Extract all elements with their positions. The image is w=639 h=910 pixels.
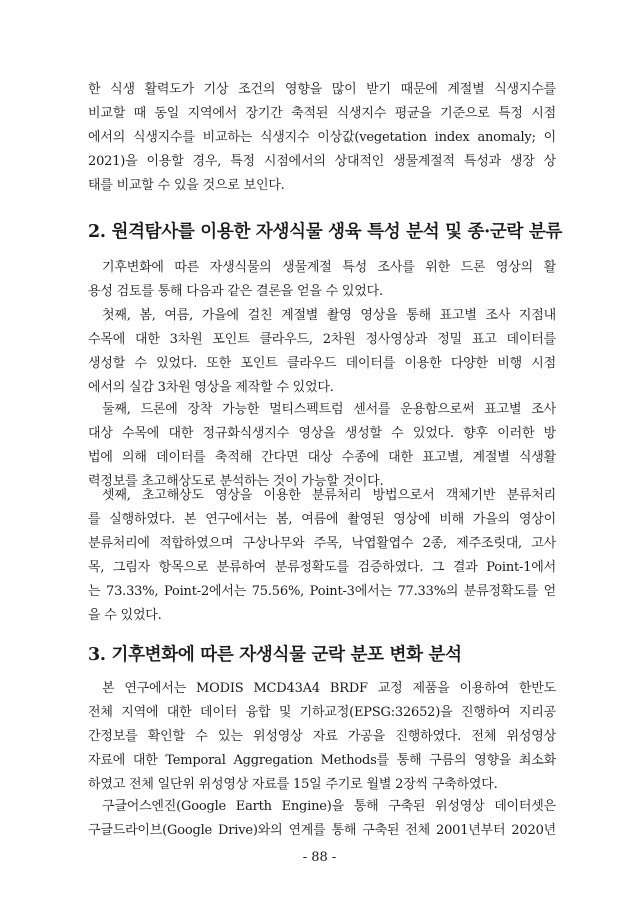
section-2-paragraph-3 xyxy=(88,398,556,494)
text-line: 기후변화에 따른 자생식물의 생물계절 특성 조사를 위한 드론 영상의 활 xyxy=(102,260,556,275)
section-2-paragraph-4 xyxy=(88,484,556,628)
text-line: 전체 지역에 대한 데이터 융합 및 기하교정(EPSG:32652)을 진행하여 지리공 xyxy=(88,705,556,720)
intro-paragraph xyxy=(88,78,556,198)
text-line: 분류처리에 적합하였으며 구상나무와 주목, 낙엽활엽수 2종, 제주조릿대, 고사 xyxy=(88,536,556,551)
text-line: 수목에 대한 3차원 포인트 클라우드, 2차원 정사영상과 정밀 표고 데이터를 xyxy=(88,332,556,347)
text-line: 력정보를 초고해상도로 분석하는 것이 가능할 것이다. xyxy=(88,474,384,489)
text-line: 2021)을 이용할 경우, 특정 시점에서의 상대적인 생물계절적 특성과 생장 상 xyxy=(88,154,556,169)
text-line: 는 73.33%, Point-2에서는 75.56%, Point-3에서는 77.33%의 분류정확도를 얻 xyxy=(88,584,556,599)
text-line: 에서의 실감 3차원 영상을 제작할 수 있었다. xyxy=(88,380,334,395)
section-2-heading: 2. 원격탐사를 이용한 자생식물 생육 특성 분석 및 종·군락 분류 xyxy=(88,222,563,242)
section-3-heading: 3. 기후변화에 따른 자생식물 군락 분포 변화 분석 xyxy=(88,645,462,665)
text-line: 대상 수목에 대한 정규화식생지수 영상을 생성할 수 있었다. 향후 이러한 방 xyxy=(88,426,556,441)
text-line: 를 실행하였다. 본 연구에서는 봄, 여름에 촬영된 영상에 비해 가을의 영상이 xyxy=(88,512,556,527)
section-3-paragraph-2 xyxy=(88,795,556,843)
text-line: 자료에 대한 Temporal Aggregation Methods를 통해 구름의 영향을 최소화 xyxy=(88,753,556,768)
text-line: 구글어스엔진(Google Earth Engine)을 통해 구축된 위성영상 데이터셋은 xyxy=(102,799,556,814)
page-number: - 88 - xyxy=(302,850,337,865)
text-line: 에서의 식생지수를 비교하는 식생지수 이상값(vegetation index anomaly; 이 xyxy=(88,130,556,145)
text-line: 용성 검토를 통해 다음과 같은 결론을 얻을 수 있었다. xyxy=(88,284,383,299)
text-line: 비교할 때 동일 지역에서 장기간 축적된 식생지수 평균을 기준으로 특정 시점 xyxy=(88,106,556,121)
text-line: 첫째, 봄, 여름, 가을에 걸친 계절별 촬영 영상을 통해 표고별 조사 지점내 xyxy=(102,308,556,323)
text-line: 한 식생 활력도가 기상 조건의 영향을 많이 받기 때문에 계절별 식생지수를 xyxy=(88,82,556,97)
text-line: 법에 의해 데이터를 축적해 간다면 대상 수종에 대한 표고별, 계절별 식생활 xyxy=(88,450,556,465)
text-line: 셋째, 초고해상도 영상을 이용한 분류처리 방법으로서 객체기반 분류처리 xyxy=(102,488,556,503)
text-line: 하였고 전체 일단위 위성영상 자료를 15일 주기로 월별 2장씩 구축하였다. xyxy=(88,777,498,792)
text-line: 간정보를 확인할 수 있는 위성영상 자료 가공을 진행하였다. 전체 위성영상 xyxy=(88,729,556,744)
text-line: 본 연구에서는 MODIS MCD43A4 BRDF 교정 제품을 이용하여 한반도 xyxy=(102,681,556,696)
section-3-paragraph-1 xyxy=(88,677,556,797)
text-line: 태를 비교할 수 있을 것으로 보인다. xyxy=(88,178,285,193)
text-line: 생성할 수 있었다. 또한 포인트 클라우드 데이터를 이용한 다양한 비행 시점 xyxy=(88,356,556,371)
section-2-paragraph-2 xyxy=(88,304,556,400)
section-2-paragraph-1 xyxy=(88,256,556,304)
text-line: 구글드라이브(Google Drive)와의 연계를 통해 구축된 전체 2001년부터 2020년 xyxy=(88,823,556,838)
text-line: 둘째, 드론에 장착 가능한 멀티스펙트럼 센서를 운용함으로써 표고별 조사 xyxy=(102,402,556,417)
text-line: 목, 그림자 항목으로 분류하여 분류정확도를 검증하였다. 그 결과 Point-1에서 xyxy=(88,560,556,575)
text-line: 을 수 있었다. xyxy=(88,608,162,623)
